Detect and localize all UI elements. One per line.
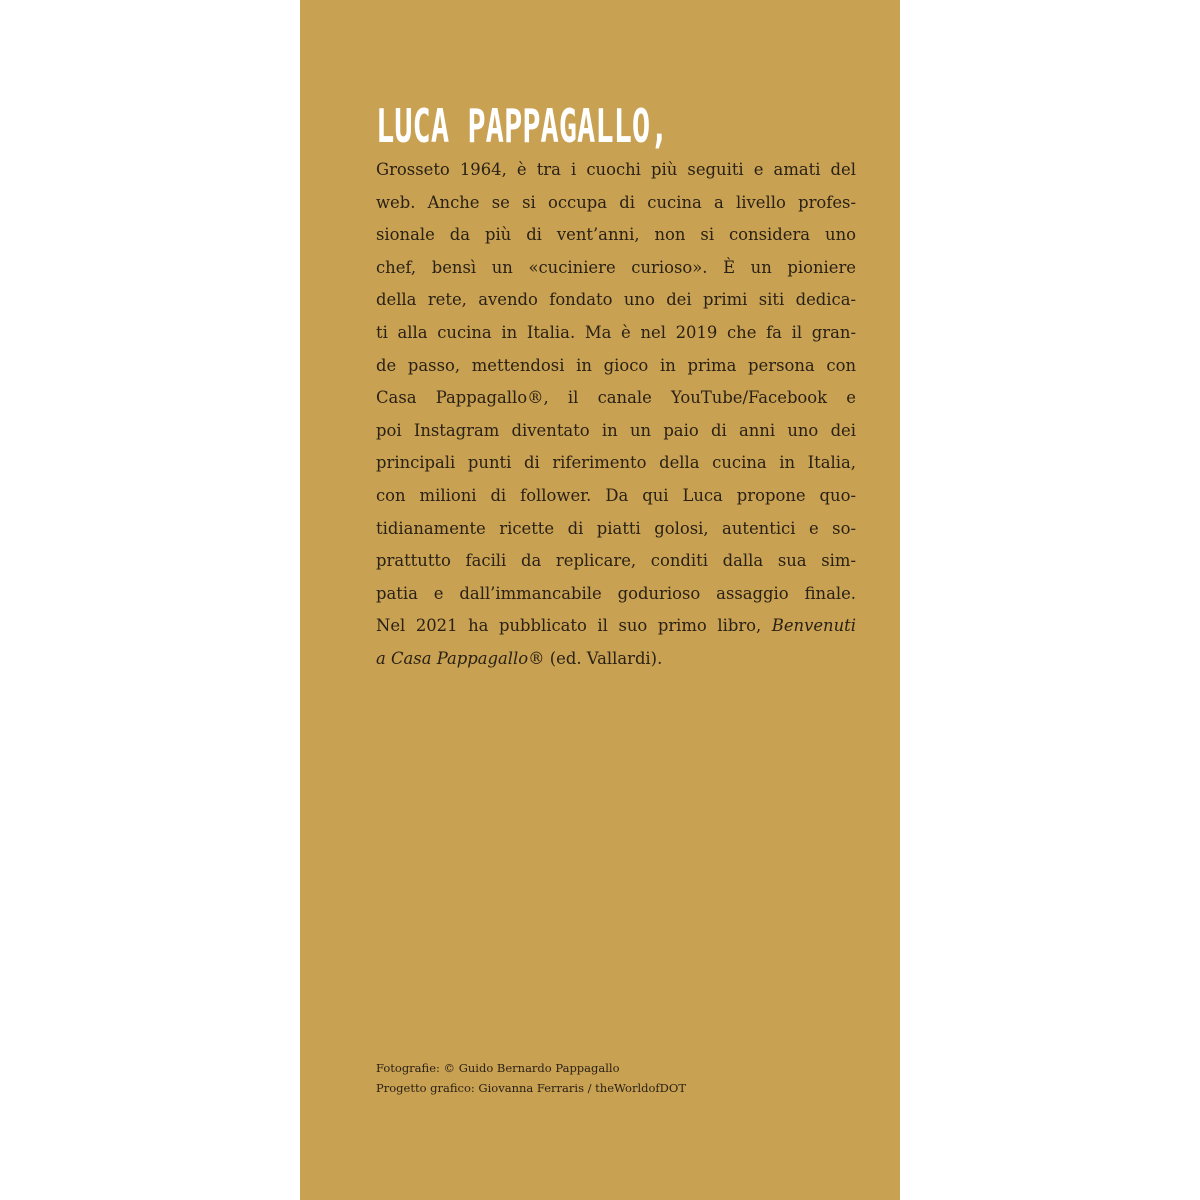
bio-line (376, 610, 856, 643)
bio-line: Casa Pappagallo®, il canale YouTube/Facebook e (376, 388, 856, 408)
bio-line: web. Anche se si occupa di cucina a livello profes- (376, 192, 856, 212)
design-credit: Progetto grafico: Giovanna Ferraris / theWorldofDOT (376, 1081, 686, 1095)
bio-line: della rete, avendo fondato uno dei primi siti dedica- (376, 290, 856, 310)
bio-line: Grosseto 1964, è tra i cuochi più seguiti e amati del (376, 160, 856, 179)
bio-line: prattutto facili da replicare, conditi dalla sua sim- (376, 551, 856, 571)
bio-line: sionale da più di vent’anni, non si considera uno (376, 225, 856, 245)
bio-line: ti alla cucina in Italia. Ma è nel 2019 che fa il gran- (376, 322, 856, 342)
bio-line-text: (ed. Vallardi). (544, 648, 663, 668)
bio-line: de passo, mettendosi in gioco in prima persona con (376, 355, 856, 375)
author-biography (376, 154, 856, 676)
bio-line: tidianamente ricette di piatti golosi, autentici e so- (376, 518, 856, 538)
book-title-part2: a Casa Pappagallo® (376, 648, 545, 668)
book-title-part1: Benvenuti (771, 616, 856, 636)
bio-line-text: Nel 2021 ha pubblicato il suo primo libro, (376, 616, 762, 636)
bio-line (376, 643, 856, 676)
author-name-heading: LUCA PAPPAGALLO, (376, 99, 669, 153)
bio-line: principali punti di riferimento della cucina in Italia, (376, 453, 856, 473)
bio-line: poi Instagram diventato in un paio di anni uno dei (376, 420, 856, 440)
bio-line: patia e dall’immancabile godurioso assaggio finale. (376, 583, 856, 603)
bio-line: chef, bensì un «cuciniere curioso». È un pioniere (376, 257, 856, 277)
credits-block (376, 1058, 686, 1098)
photo-credit: Fotografie: © Guido Bernardo Pappagallo (376, 1061, 620, 1075)
bio-line: con milioni di follower. Da qui Luca propone quo- (376, 485, 856, 505)
